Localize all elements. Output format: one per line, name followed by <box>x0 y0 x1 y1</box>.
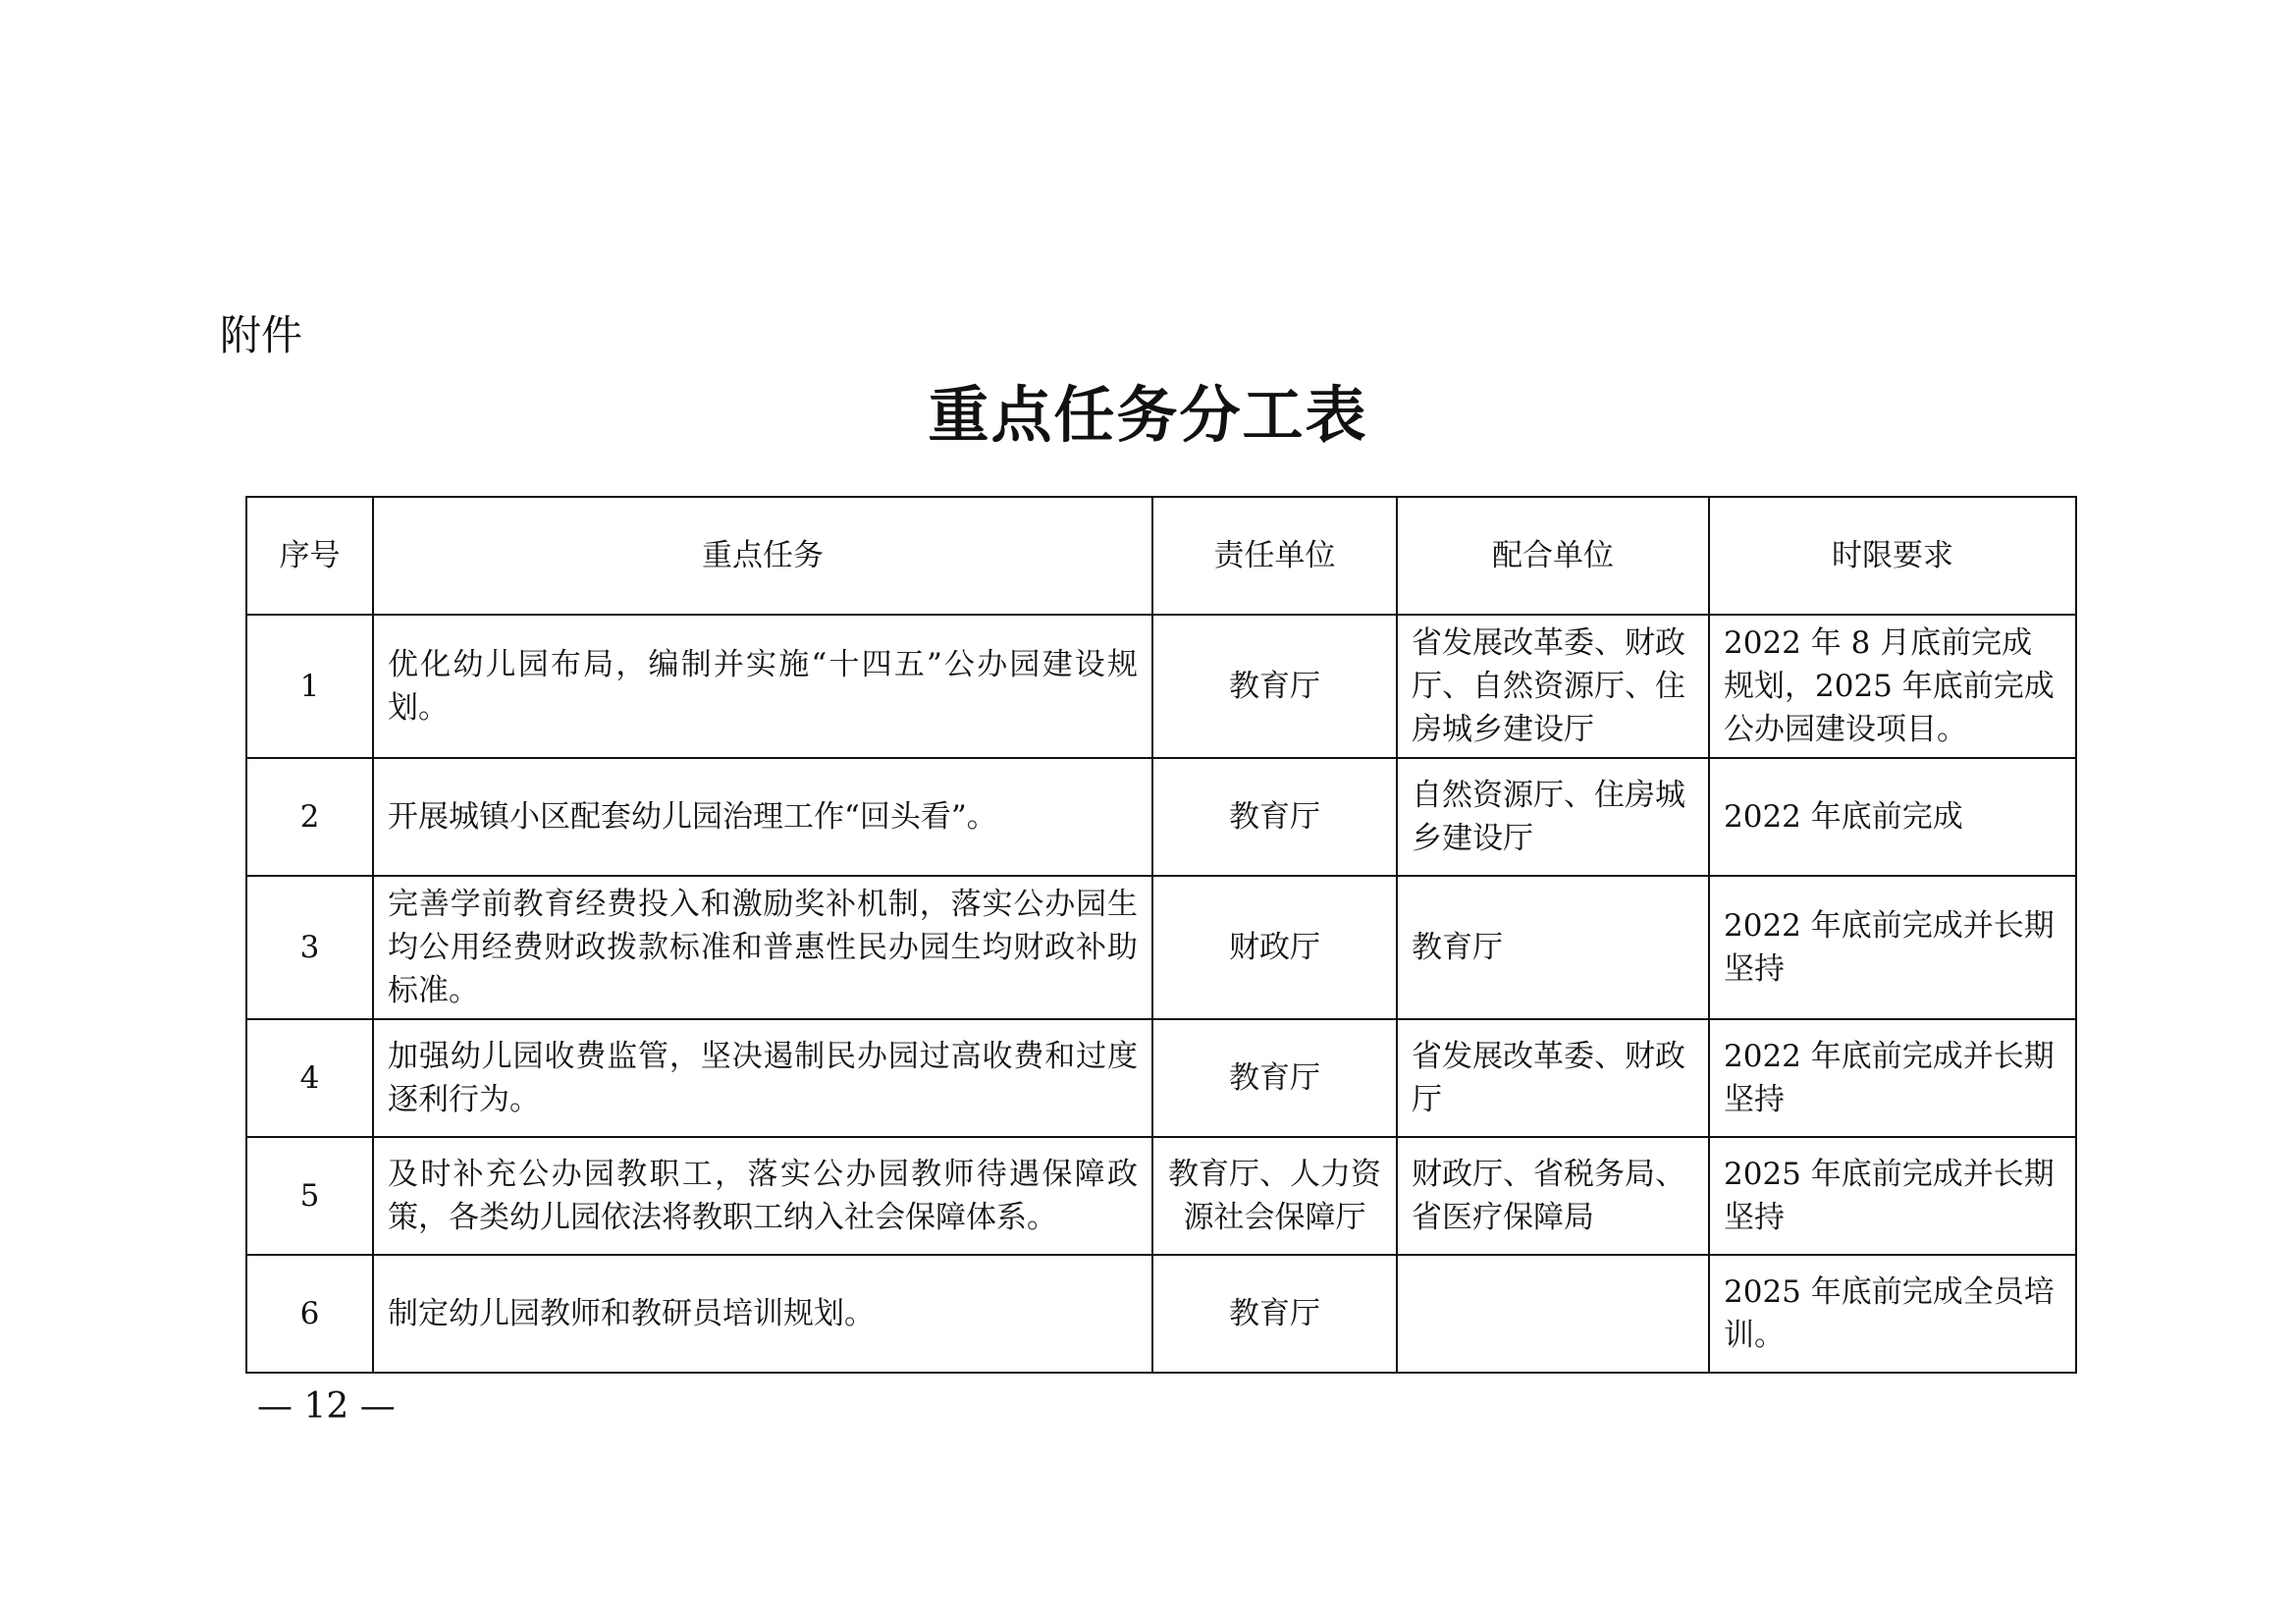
table-row <box>246 758 2076 876</box>
row-deadline: 2025 年底前完成并长期坚持 <box>1709 1137 2076 1255</box>
row-cooperating: 自然资源厅、住房城乡建设厅 <box>1397 758 1709 876</box>
row-task: 制定幼儿园教师和教研员培训规划。 <box>373 1255 1152 1373</box>
row-responsible: 教育厅 <box>1152 1019 1397 1137</box>
table-row <box>246 876 2076 1019</box>
row-deadline: 2022 年 8 月底前完成规划，2025 年底前完成公办园建设项目。 <box>1709 615 2076 758</box>
row-deadline: 2022 年底前完成并长期坚持 <box>1709 876 2076 1019</box>
row-task: 加强幼儿园收费监管，坚决遏制民办园过高收费和过度逐利行为。 <box>373 1019 1152 1137</box>
row-responsible: 教育厅、人力资源社会保障厅 <box>1152 1137 1397 1255</box>
row-task: 完善学前教育经费投入和激励奖补机制，落实公办园生均公用经费财政拨款标准和普惠性民办园生均财政补助标准。 <box>373 876 1152 1019</box>
page-title: 重点任务分工表 <box>928 379 1368 451</box>
table-row <box>246 1137 2076 1255</box>
row-cooperating: 教育厅 <box>1397 876 1709 1019</box>
row-num: 4 <box>246 1019 373 1137</box>
header-task: 重点任务 <box>373 497 1152 615</box>
row-cooperating <box>1397 1255 1709 1373</box>
row-responsible: 财政厅 <box>1152 876 1397 1019</box>
row-num: 2 <box>246 758 373 876</box>
row-num: 5 <box>246 1137 373 1255</box>
row-num: 1 <box>246 615 373 758</box>
header-num: 序号 <box>246 497 373 615</box>
row-deadline: 2022 年底前完成并长期坚持 <box>1709 1019 2076 1137</box>
task-table <box>245 496 2077 1374</box>
row-cooperating: 财政厅、省税务局、省医疗保障局 <box>1397 1137 1709 1255</box>
table-row <box>246 615 2076 758</box>
table-row <box>246 1019 2076 1137</box>
header-deadline: 时限要求 <box>1709 497 2076 615</box>
row-responsible: 教育厅 <box>1152 758 1397 876</box>
row-responsible: 教育厅 <box>1152 615 1397 758</box>
row-task: 优化幼儿园布局，编制并实施“十四五”公办园建设规划。 <box>373 615 1152 758</box>
row-deadline: 2025 年底前完成全员培训。 <box>1709 1255 2076 1373</box>
row-num: 6 <box>246 1255 373 1373</box>
row-cooperating: 省发展改革委、财政厅、自然资源厅、住房城乡建设厅 <box>1397 615 1709 758</box>
row-task: 开展城镇小区配套幼儿园治理工作“回头看”。 <box>373 758 1152 876</box>
row-cooperating: 省发展改革委、财政厅 <box>1397 1019 1709 1137</box>
header-responsible: 责任单位 <box>1152 497 1397 615</box>
table-header-row <box>246 497 2076 615</box>
row-deadline: 2022 年底前完成 <box>1709 758 2076 876</box>
attachment-label: 附件 <box>220 311 303 359</box>
row-num: 3 <box>246 876 373 1019</box>
table-row <box>246 1255 2076 1373</box>
header-cooperating: 配合单位 <box>1397 497 1709 615</box>
page-number: — 12 — <box>257 1386 396 1427</box>
row-task: 及时补充公办园教职工，落实公办园教师待遇保障政策，各类幼儿园依法将教职工纳入社会保障体系。 <box>373 1137 1152 1255</box>
row-responsible: 教育厅 <box>1152 1255 1397 1373</box>
